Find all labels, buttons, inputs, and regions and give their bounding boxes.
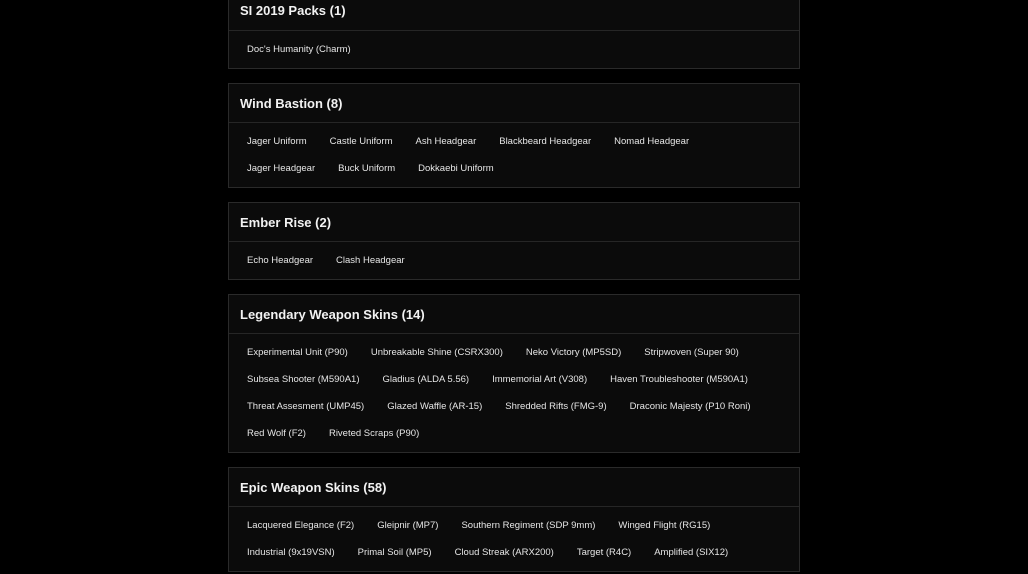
list-item[interactable]: Cloud Streak (ARX200) bbox=[454, 547, 554, 558]
list-item[interactable]: Doc's Humanity (Charm) bbox=[247, 44, 351, 55]
list-item[interactable]: Ash Headgear bbox=[415, 136, 477, 147]
list-item[interactable]: Winged Flight (RG15) bbox=[618, 520, 711, 531]
section-legendary-weapon-skins bbox=[228, 294, 800, 453]
section-items bbox=[229, 123, 799, 187]
section-items bbox=[229, 242, 799, 279]
section-ember-rise bbox=[228, 202, 800, 280]
list-item[interactable]: Gleipnir (MP7) bbox=[377, 520, 439, 531]
list-item[interactable]: Shredded Rifts (FMG-9) bbox=[505, 401, 607, 412]
list-item[interactable]: Amplified (SIX12) bbox=[654, 547, 729, 558]
collection-list bbox=[228, 0, 800, 574]
list-item[interactable]: Industrial (9x19VSN) bbox=[247, 547, 335, 558]
list-item[interactable]: Haven Troubleshooter (M590A1) bbox=[610, 374, 748, 385]
list-item[interactable]: Echo Headgear bbox=[247, 255, 314, 266]
list-item[interactable]: Draconic Majesty (P10 Roni) bbox=[629, 401, 751, 412]
section-wind-bastion bbox=[228, 83, 800, 188]
list-item[interactable]: Threat Assesment (UMP45) bbox=[247, 401, 365, 412]
section-items bbox=[229, 334, 799, 452]
list-item[interactable]: Buck Uniform bbox=[338, 163, 396, 174]
section-si-2019-packs bbox=[228, 0, 800, 69]
section-epic-weapon-skins bbox=[228, 467, 800, 572]
list-item[interactable]: Gladius (ALDA 5.56) bbox=[382, 374, 470, 385]
section-items bbox=[229, 31, 799, 68]
list-item[interactable]: Immemorial Art (V308) bbox=[492, 374, 588, 385]
list-item[interactable]: Primal Soil (MP5) bbox=[357, 547, 432, 558]
list-item[interactable]: Unbreakable Shine (CSRX300) bbox=[370, 347, 503, 358]
list-item[interactable]: Stripwoven (Super 90) bbox=[644, 347, 739, 358]
list-item[interactable]: Target (R4C) bbox=[576, 547, 632, 558]
section-title: Ember Rise (2) bbox=[229, 203, 799, 242]
list-item[interactable]: Red Wolf (F2) bbox=[247, 428, 306, 439]
list-item[interactable]: Experimental Unit (P90) bbox=[247, 347, 348, 358]
list-item[interactable]: Clash Headgear bbox=[336, 255, 405, 266]
list-item[interactable]: Glazed Waffle (AR-15) bbox=[387, 401, 483, 412]
section-title: SI 2019 Packs (1) bbox=[229, 0, 799, 31]
list-item[interactable]: Riveted Scraps (P90) bbox=[328, 428, 420, 439]
list-item[interactable]: Castle Uniform bbox=[329, 136, 393, 147]
list-item[interactable]: Southern Regiment (SDP 9mm) bbox=[461, 520, 596, 531]
section-title: Legendary Weapon Skins (14) bbox=[229, 295, 799, 334]
list-item[interactable]: Nomad Headgear bbox=[614, 136, 690, 147]
section-title: Epic Weapon Skins (58) bbox=[229, 468, 799, 507]
list-item[interactable]: Jager Headgear bbox=[247, 163, 316, 174]
list-item[interactable]: Blackbeard Headgear bbox=[499, 136, 592, 147]
list-item[interactable]: Neko Victory (MP5SD) bbox=[525, 347, 622, 358]
list-item[interactable]: Lacquered Elegance (F2) bbox=[247, 520, 355, 531]
section-items bbox=[229, 507, 799, 571]
list-item[interactable]: Dokkaebi Uniform bbox=[418, 163, 494, 174]
section-title: Wind Bastion (8) bbox=[229, 84, 799, 123]
list-item[interactable]: Jager Uniform bbox=[247, 136, 307, 147]
list-item[interactable]: Subsea Shooter (M590A1) bbox=[247, 374, 360, 385]
